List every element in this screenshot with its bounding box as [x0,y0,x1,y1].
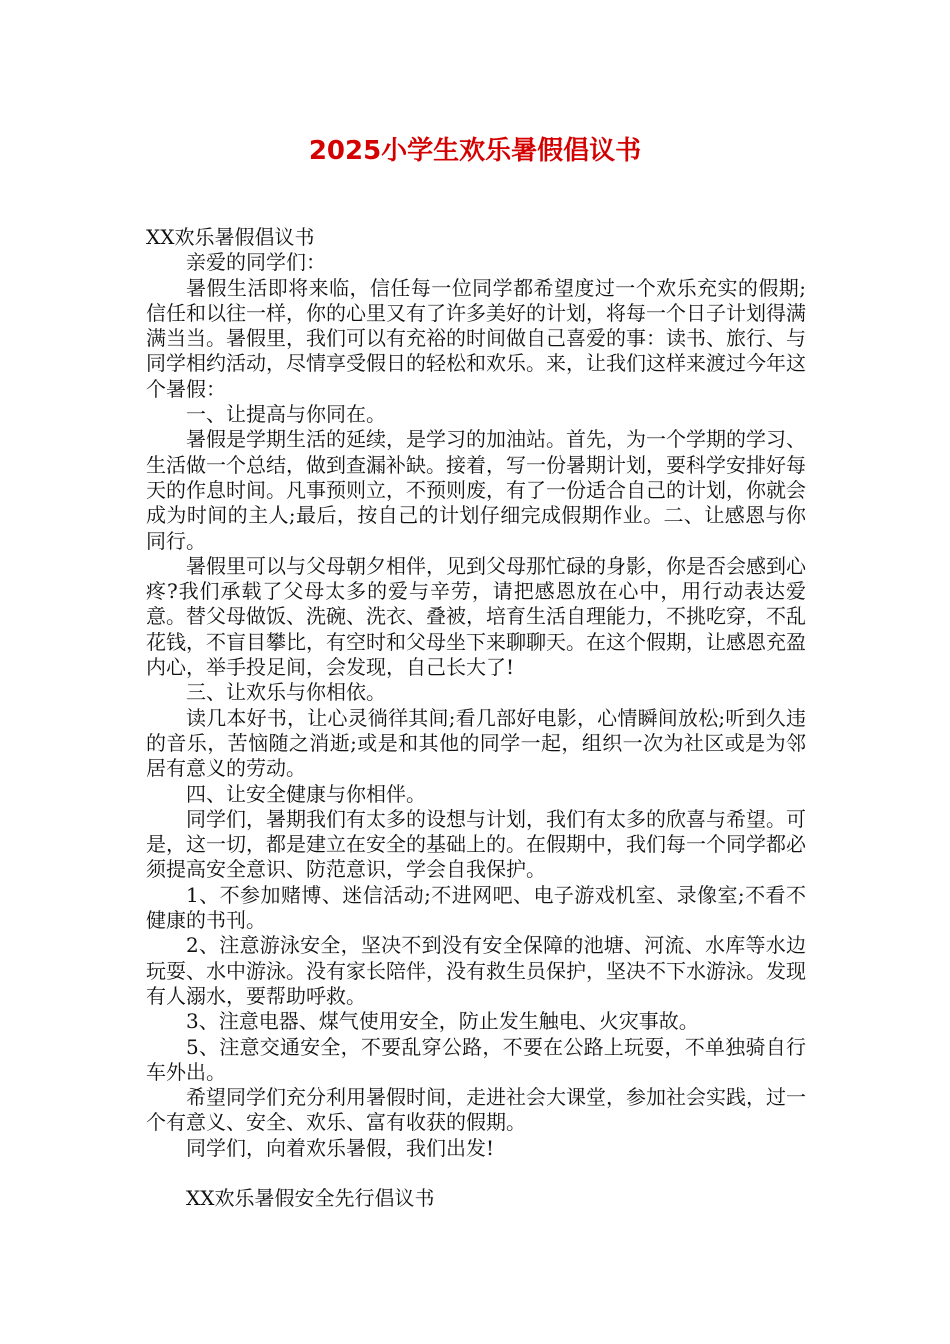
intro-paragraph: 暑假生活即将来临，信任每一位同学都希望度过一个欢乐充实的假期;信任和以往一样，你的心里又有了许多美好的计划，将每一个日子计划得满满当当。暑假里，我们可以有充裕的时间做自己喜爱的事：读书、旅行、与同学相约活动，尽情享受假日的轻松和欢乐。来，让我们这样来渡过今年这个暑假： [146,275,806,401]
blank-line [146,1161,806,1186]
section-2-paragraph: 暑假里可以与父母朝夕相伴，见到父母那忙碌的身影，你是否会感到心疼?我们承载了父母太多的爱与辛劳，请把感恩放在心中，用行动表达爱意。替父母做饭、洗碗、洗衣、叠被，培育生活自理能力，不挑吃穿，不乱花钱，不盲目攀比，有空时和父母坐下来聊聊天。在这个假期，让感恩充盈内心，举手投足间，会发现，自己长大了! [146,553,806,680]
greeting-paragraph: 亲爱的同学们： [186,250,326,275]
section-4-paragraph: 同学们，暑期我们有太多的设想与计划，我们有太多的欣喜与希望。可是，这一切，都是建立在安全的基础上的。在假期中，我们每一个同学都必须提高安全意识、防范意识，学会自我保护。 [146,806,806,882]
second-letter-heading: XX欢乐暑假安全先行倡议书 [186,1186,435,1211]
slogan-paragraph: 同学们，向着欢乐暑假，我们出发! [186,1135,495,1160]
document-title: 2025小学生欢乐暑假倡议书 [308,136,642,166]
safety-rule-2: 2、注意游泳安全，坚决不到没有安全保障的池塘、河流、水库等水边玩耍、水中游泳。没有家长陪伴，没有救生员保护，坚决不下水游泳。发现有人溺水，要帮助呼救。 [146,933,806,1008]
section-1-paragraph: 暑假是学期生活的延续，是学习的加油站。首先，为一个学期的学习、生活做一个总结，做到查漏补缺。接着，写一份暑期计划，要科学安排好每天的作息时间。凡事预则立，不预则废，有了一份适合自己的计划，你就会成为时间的主人;最后，按自己的计划仔细完成假期作业。二、让感恩与你同行。 [146,427,806,553]
safety-rule-5: 5、注意交通安全，不要乱穿公路，不要在公路上玩耍，不单独骑自行车外出。 [146,1034,806,1084]
section-heading-1: 一、让提高与你同在。 [186,402,386,427]
safety-rule-3: 3、注意电器、煤气使用安全，防止发生触电、火灾事故。 [186,1009,699,1034]
section-heading-4: 四、让安全健康与你相伴。 [186,781,426,806]
letter-heading: XX欢乐暑假倡议书 [146,225,315,249]
document-body [146,225,806,1212]
section-3-paragraph: 读几本好书，让心灵徜徉其间;看几部好电影，心情瞬间放松;听到久违的音乐，苦恼随之消逝;或是和其他的同学一起，组织一次为社区或是为邻居有意义的劳动。 [146,705,806,781]
section-heading-3: 三、让欢乐与你相依。 [186,680,386,705]
safety-rule-1: 1、不参加赌博、迷信活动;不进网吧、电子游戏机室、录像室;不看不健康的书刊。 [146,882,806,933]
closing-paragraph: 希望同学们充分利用暑假时间，走进社会大课堂，参加社会实践，过一个有意义、安全、欢乐、富有收获的假期。 [146,1085,806,1135]
